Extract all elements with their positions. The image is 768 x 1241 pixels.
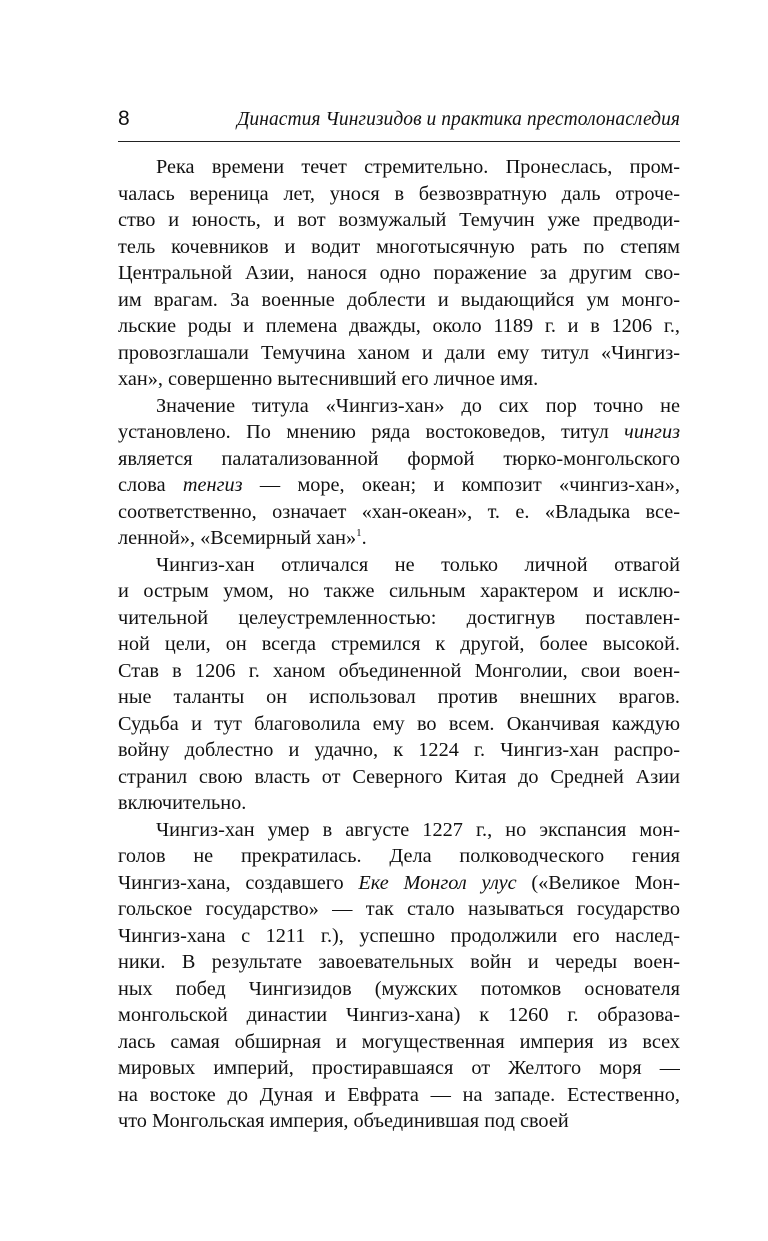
text-run: хан», совершенно вытеснивший его личное имя. <box>118 368 539 390</box>
italic-term: чингиз <box>624 421 680 443</box>
text-run: чительной целеустремленностью: достигнув поставлен- <box>118 606 680 629</box>
text-line <box>118 896 680 923</box>
text-line <box>118 1108 680 1135</box>
text-line <box>118 923 680 950</box>
text-line <box>118 419 680 446</box>
text-line <box>118 1002 680 1029</box>
text-run: Чингиз-хана, создавшего <box>118 871 359 894</box>
text-run: и острым умом, но также сильным характером и исклю- <box>118 580 680 602</box>
text-run: ных побед Чингизидов (мужских потомков основателя <box>118 977 680 1000</box>
text-line <box>118 472 680 499</box>
text-run: ство и юность, и вот возмужалый Темучин уже предводи- <box>118 209 680 231</box>
text-run: на востоке до Дуная и Евфрата — на западе. Естественно, <box>118 1083 680 1106</box>
text-run: . <box>361 527 367 549</box>
text-line <box>118 260 680 287</box>
text-run: Чингиз-хана с 1211 г.), успешно продолжили его наслед- <box>118 924 680 947</box>
book-page <box>118 100 680 1135</box>
text-line <box>118 631 680 658</box>
running-title: Династия Чингизидов и практика престолонаследия <box>236 109 680 130</box>
text-line <box>118 393 680 420</box>
paragraph <box>118 393 680 552</box>
text-line <box>118 1082 680 1109</box>
text-run: странил свою власть от Северного Китая до Средней Азии <box>118 765 680 788</box>
text-line <box>118 1055 680 1082</box>
text-run: Судьба и тут благоволила ему во всем. Оканчивая каждую <box>118 712 680 735</box>
text-run: что Монгольская империя, объединившая под своей <box>118 1110 569 1132</box>
text-line <box>118 207 680 234</box>
text-run: соответственно, означает «хан-океан», т. е. «Владыка все- <box>118 500 680 523</box>
text-run: Став в 1206 г. ханом объединенной Монголии, свои воен- <box>118 659 680 682</box>
text-run: установлено. По мнению ряда востоковедов, титул <box>118 421 625 443</box>
footnote-marker[interactable]: 1 <box>356 527 362 540</box>
running-head <box>118 100 680 142</box>
text-run: является палатализованной формой тюрко-монгольского <box>118 447 680 470</box>
paragraph <box>118 154 680 393</box>
text-run: тель кочевников и водит многотысячную рать по степям <box>118 235 680 258</box>
text-line <box>118 764 680 791</box>
text-run: войну доблестно и удачно, к 1224 г. Чингиз-хан распро- <box>118 739 680 761</box>
text-line <box>118 684 680 711</box>
page-number: 8 <box>118 107 130 130</box>
text-run: провозглашали Темучина ханом и дали ему титул «Чингиз- <box>118 341 680 364</box>
text-run: монгольской династии Чингиз-хана) к 1260 г. образова- <box>118 1004 680 1026</box>
text-line <box>118 737 680 764</box>
text-line <box>118 446 680 473</box>
text-line <box>118 711 680 738</box>
text-line <box>118 313 680 340</box>
text-run: ленной», «Всемирный хан» <box>118 527 357 549</box>
text-line <box>118 234 680 261</box>
text-run: мировых империй, простиравшаяся от Желтого моря — <box>118 1057 680 1079</box>
text-line <box>118 870 680 897</box>
text-line <box>118 552 680 579</box>
text-line <box>118 525 680 552</box>
text-run: включительно. <box>118 792 247 814</box>
text-run: им врагам. За военные доблести и выдающийся ум монго- <box>118 288 680 311</box>
italic-term: Еке Монгол улус <box>358 871 517 894</box>
text-line <box>118 181 680 208</box>
text-line <box>118 154 680 181</box>
text-run: голов не прекратилась. Дела полководческого гения <box>118 845 680 867</box>
text-line <box>118 790 680 817</box>
text-line <box>118 287 680 314</box>
italic-term: тенгиз <box>182 474 243 496</box>
text-run: лась самая обширная и могущественная империя из всех <box>118 1030 680 1053</box>
text-line <box>118 499 680 526</box>
text-line <box>118 605 680 632</box>
text-line <box>118 1029 680 1056</box>
text-run: («Великое Мон- <box>516 871 680 894</box>
text-line <box>118 340 680 367</box>
text-run: ной цели, он всегда стремился к другой, более высокой. <box>118 633 680 655</box>
text-run: Значение титула «Чингиз-хан» до сих пор точно не <box>156 394 680 417</box>
text-line <box>118 817 680 844</box>
paragraph <box>118 552 680 817</box>
text-line <box>118 578 680 605</box>
body-text <box>118 154 680 1135</box>
text-run: слова <box>118 474 183 496</box>
text-line <box>118 976 680 1003</box>
text-line <box>118 843 680 870</box>
text-run: Река времени течет стремительно. Пронеслась, пром- <box>156 156 680 178</box>
text-run: чалась вереница лет, унося в безвозвратную даль отроче- <box>118 182 680 205</box>
text-run: Чингиз-хан отличался не только личной отвагой <box>156 553 680 576</box>
text-line <box>118 658 680 685</box>
text-run: ники. В результате завоевательных войн и череды воен- <box>118 951 680 973</box>
text-line <box>118 949 680 976</box>
text-run: — море, океан; и композит «чингиз-хан», <box>242 474 680 496</box>
text-run: Центральной Азии, нанося одно поражение за другим сво- <box>118 262 680 284</box>
text-run: льские роды и племена дважды, около 1189 г. и в 1206 г., <box>118 315 680 337</box>
paragraph <box>118 817 680 1135</box>
text-run: Чингиз-хан умер в августе 1227 г., но экспансия мон- <box>156 818 680 841</box>
text-run: гольское государство» — так стало называться государство <box>118 898 680 920</box>
text-line <box>118 366 680 393</box>
text-run: ные таланты он использовал против внешних врагов. <box>118 686 680 708</box>
